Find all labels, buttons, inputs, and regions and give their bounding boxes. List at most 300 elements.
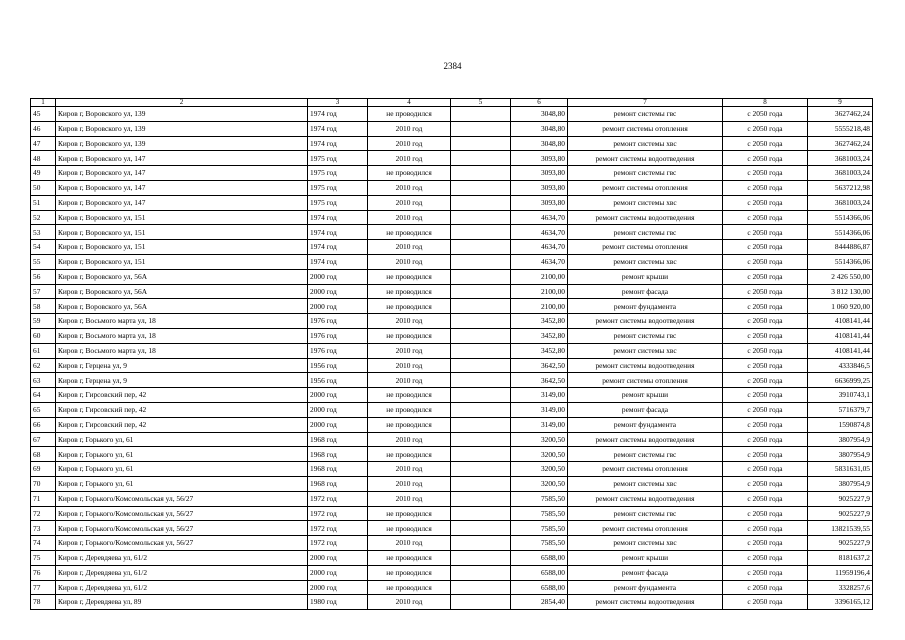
address-cell: Киров г, Воровского ул, 56А	[56, 284, 308, 299]
build-year-cell: 1974 год	[308, 136, 368, 151]
row-number-cell: 68	[31, 447, 56, 462]
table-row	[31, 417, 873, 432]
row-number-cell: 57	[31, 284, 56, 299]
cost-cell: 9025227,9	[808, 506, 873, 521]
last-repair-year-cell: 2010 год	[368, 254, 451, 269]
build-year-cell: 1972 год	[308, 491, 368, 506]
last-repair-year-cell: 2010 год	[368, 491, 451, 506]
cost-cell: 3910743,1	[808, 388, 873, 403]
row-number-cell: 48	[31, 151, 56, 166]
last-repair-year-cell: не проводился	[368, 225, 451, 240]
row-number-cell: 63	[31, 373, 56, 388]
work-type-cell: ремонт фундамента	[568, 417, 723, 432]
row-number-cell: 54	[31, 240, 56, 255]
area-cell: 2100,00	[511, 299, 568, 314]
empty-cell-cell	[451, 373, 511, 388]
empty-cell-cell	[451, 388, 511, 403]
area-cell: 3200,50	[511, 476, 568, 491]
work-type-cell: ремонт системы отопления	[568, 373, 723, 388]
area-cell: 3200,50	[511, 432, 568, 447]
empty-cell-cell	[451, 314, 511, 329]
column-header: 6	[511, 99, 568, 107]
row-number-cell: 58	[31, 299, 56, 314]
table-row	[31, 565, 873, 580]
repair-table	[30, 98, 873, 610]
cost-cell: 5716379,7	[808, 402, 873, 417]
last-repair-year-cell: 2010 год	[368, 121, 451, 136]
last-repair-year-cell: 2010 год	[368, 358, 451, 373]
empty-cell-cell	[451, 240, 511, 255]
work-type-cell: ремонт системы гвс	[568, 166, 723, 181]
row-number-cell: 49	[31, 166, 56, 181]
last-repair-year-cell: 2010 год	[368, 536, 451, 551]
build-year-cell: 1974 год	[308, 210, 368, 225]
address-cell: Киров г, Горького/Комсомольская ул, 56/27	[56, 521, 308, 536]
build-year-cell: 1968 год	[308, 432, 368, 447]
empty-cell-cell	[451, 343, 511, 358]
area-cell: 3048,80	[511, 121, 568, 136]
table-row	[31, 151, 873, 166]
empty-cell-cell	[451, 476, 511, 491]
table-row	[31, 432, 873, 447]
table-row	[31, 195, 873, 210]
column-header: 4	[368, 99, 451, 107]
column-header: 7	[568, 99, 723, 107]
cost-cell: 3328257,6	[808, 580, 873, 595]
table-row	[31, 506, 873, 521]
last-repair-year-cell: 2010 год	[368, 210, 451, 225]
cost-cell: 3627462,24	[808, 107, 873, 122]
table-row	[31, 254, 873, 269]
address-cell: Киров г, Воровского ул, 151	[56, 254, 308, 269]
area-cell: 3093,80	[511, 195, 568, 210]
row-number-cell: 53	[31, 225, 56, 240]
empty-cell-cell	[451, 402, 511, 417]
planned-period-cell: с 2050 года	[723, 180, 808, 195]
column-number-row	[31, 99, 873, 107]
column-header: 1	[31, 99, 56, 107]
row-number-cell: 67	[31, 432, 56, 447]
build-year-cell: 2000 год	[308, 565, 368, 580]
cost-cell: 5831631,05	[808, 462, 873, 477]
column-header: 5	[451, 99, 511, 107]
cost-cell: 8444886,87	[808, 240, 873, 255]
table-row	[31, 240, 873, 255]
cost-cell: 4108141,44	[808, 343, 873, 358]
build-year-cell: 1968 год	[308, 476, 368, 491]
address-cell: Киров г, Герцена ул, 9	[56, 373, 308, 388]
table-row	[31, 402, 873, 417]
last-repair-year-cell: не проводился	[368, 299, 451, 314]
build-year-cell: 1956 год	[308, 373, 368, 388]
empty-cell-cell	[451, 521, 511, 536]
last-repair-year-cell: 2010 год	[368, 195, 451, 210]
work-type-cell: ремонт системы отопления	[568, 521, 723, 536]
row-number-cell: 62	[31, 358, 56, 373]
work-type-cell: ремонт фундамента	[568, 299, 723, 314]
row-number-cell: 50	[31, 180, 56, 195]
planned-period-cell: с 2050 года	[723, 462, 808, 477]
planned-period-cell: с 2050 года	[723, 476, 808, 491]
work-type-cell: ремонт системы водоотведения	[568, 210, 723, 225]
last-repair-year-cell: не проводился	[368, 269, 451, 284]
work-type-cell: ремонт системы водоотведения	[568, 491, 723, 506]
cost-cell: 8181637,2	[808, 550, 873, 565]
last-repair-year-cell: не проводился	[368, 521, 451, 536]
work-type-cell: ремонт системы отопления	[568, 180, 723, 195]
empty-cell-cell	[451, 136, 511, 151]
last-repair-year-cell: не проводился	[368, 284, 451, 299]
build-year-cell: 1972 год	[308, 521, 368, 536]
planned-period-cell: с 2050 года	[723, 358, 808, 373]
empty-cell-cell	[451, 447, 511, 462]
last-repair-year-cell: не проводился	[368, 166, 451, 181]
work-type-cell: ремонт системы гвс	[568, 107, 723, 122]
cost-cell: 13821539,55	[808, 521, 873, 536]
work-type-cell: ремонт системы гвс	[568, 506, 723, 521]
area-cell: 3200,50	[511, 447, 568, 462]
work-type-cell: ремонт фасада	[568, 402, 723, 417]
empty-cell-cell	[451, 462, 511, 477]
address-cell: Киров г, Деревдяева ул, 61/2	[56, 550, 308, 565]
area-cell: 3642,50	[511, 373, 568, 388]
planned-period-cell: с 2050 года	[723, 166, 808, 181]
area-cell: 3452,80	[511, 328, 568, 343]
cost-cell: 4108141,44	[808, 314, 873, 329]
row-number-cell: 45	[31, 107, 56, 122]
table-row	[31, 314, 873, 329]
last-repair-year-cell: 2010 год	[368, 180, 451, 195]
empty-cell-cell	[451, 432, 511, 447]
row-number-cell: 72	[31, 506, 56, 521]
last-repair-year-cell: не проводился	[368, 565, 451, 580]
address-cell: Киров г, Воровского ул, 147	[56, 151, 308, 166]
table-row	[31, 210, 873, 225]
table-row	[31, 121, 873, 136]
address-cell: Киров г, Воровского ул, 147	[56, 195, 308, 210]
address-cell: Киров г, Деревдяева ул, 61/2	[56, 580, 308, 595]
area-cell: 6588,00	[511, 550, 568, 565]
work-type-cell: ремонт системы гвс	[568, 447, 723, 462]
build-year-cell: 1974 год	[308, 107, 368, 122]
empty-cell-cell	[451, 565, 511, 580]
last-repair-year-cell: 2010 год	[368, 373, 451, 388]
work-type-cell: ремонт системы хвс	[568, 343, 723, 358]
work-type-cell: ремонт системы отопления	[568, 121, 723, 136]
cost-cell: 3681003,24	[808, 166, 873, 181]
work-type-cell: ремонт системы хвс	[568, 136, 723, 151]
row-number-cell: 78	[31, 595, 56, 610]
build-year-cell: 1975 год	[308, 166, 368, 181]
table-row	[31, 536, 873, 551]
table-row	[31, 491, 873, 506]
table-row	[31, 388, 873, 403]
build-year-cell: 1968 год	[308, 447, 368, 462]
column-header: 3	[308, 99, 368, 107]
planned-period-cell: с 2050 года	[723, 328, 808, 343]
row-number-cell: 65	[31, 402, 56, 417]
table-row	[31, 180, 873, 195]
area-cell: 2100,00	[511, 269, 568, 284]
area-cell: 3093,80	[511, 151, 568, 166]
last-repair-year-cell: не проводился	[368, 506, 451, 521]
planned-period-cell: с 2050 года	[723, 121, 808, 136]
work-type-cell: ремонт системы водоотведения	[568, 151, 723, 166]
cost-cell: 3 812 130,00	[808, 284, 873, 299]
row-number-cell: 47	[31, 136, 56, 151]
build-year-cell: 1972 год	[308, 506, 368, 521]
address-cell: Киров г, Гирсовский пер, 42	[56, 402, 308, 417]
planned-period-cell: с 2050 года	[723, 314, 808, 329]
row-number-cell: 74	[31, 536, 56, 551]
empty-cell-cell	[451, 536, 511, 551]
address-cell: Киров г, Герцена ул, 9	[56, 358, 308, 373]
row-number-cell: 70	[31, 476, 56, 491]
last-repair-year-cell: не проводился	[368, 580, 451, 595]
table-row	[31, 328, 873, 343]
table-row	[31, 136, 873, 151]
column-header: 2	[56, 99, 308, 107]
build-year-cell: 1975 год	[308, 180, 368, 195]
row-number-cell: 55	[31, 254, 56, 269]
work-type-cell: ремонт системы хвс	[568, 536, 723, 551]
row-number-cell: 61	[31, 343, 56, 358]
work-type-cell: ремонт крыши	[568, 269, 723, 284]
empty-cell-cell	[451, 166, 511, 181]
planned-period-cell: с 2050 года	[723, 565, 808, 580]
address-cell: Киров г, Воровского ул, 151	[56, 240, 308, 255]
last-repair-year-cell: 2010 год	[368, 595, 451, 610]
area-cell: 7585,50	[511, 506, 568, 521]
area-cell: 6588,00	[511, 565, 568, 580]
cost-cell: 3627462,24	[808, 136, 873, 151]
planned-period-cell: с 2050 года	[723, 550, 808, 565]
planned-period-cell: с 2050 года	[723, 521, 808, 536]
planned-period-cell: с 2050 года	[723, 254, 808, 269]
area-cell: 2100,00	[511, 284, 568, 299]
empty-cell-cell	[451, 254, 511, 269]
empty-cell-cell	[451, 358, 511, 373]
area-cell: 3149,00	[511, 417, 568, 432]
column-header: 9	[808, 99, 873, 107]
table-row	[31, 107, 873, 122]
row-number-cell: 71	[31, 491, 56, 506]
empty-cell-cell	[451, 210, 511, 225]
table-row	[31, 269, 873, 284]
row-number-cell: 46	[31, 121, 56, 136]
build-year-cell: 1976 год	[308, 343, 368, 358]
area-cell: 3048,80	[511, 136, 568, 151]
empty-cell-cell	[451, 417, 511, 432]
empty-cell-cell	[451, 195, 511, 210]
last-repair-year-cell: 2010 год	[368, 136, 451, 151]
work-type-cell: ремонт фасада	[568, 284, 723, 299]
table-row	[31, 595, 873, 610]
planned-period-cell: с 2050 года	[723, 388, 808, 403]
planned-period-cell: с 2050 года	[723, 136, 808, 151]
cost-cell: 4108141,44	[808, 328, 873, 343]
empty-cell-cell	[451, 299, 511, 314]
work-type-cell: ремонт системы отопления	[568, 462, 723, 477]
cost-cell: 3807954,9	[808, 476, 873, 491]
cost-cell: 5637212,98	[808, 180, 873, 195]
last-repair-year-cell: не проводился	[368, 402, 451, 417]
build-year-cell: 2000 год	[308, 388, 368, 403]
work-type-cell: ремонт системы водоотведения	[568, 432, 723, 447]
planned-period-cell: с 2050 года	[723, 107, 808, 122]
last-repair-year-cell: 2010 год	[368, 343, 451, 358]
cost-cell: 1 060 920,00	[808, 299, 873, 314]
planned-period-cell: с 2050 года	[723, 491, 808, 506]
build-year-cell: 2000 год	[308, 269, 368, 284]
empty-cell-cell	[451, 225, 511, 240]
address-cell: Киров г, Воровского ул, 151	[56, 210, 308, 225]
planned-period-cell: с 2050 года	[723, 373, 808, 388]
area-cell: 7585,50	[511, 536, 568, 551]
empty-cell-cell	[451, 269, 511, 284]
work-type-cell: ремонт системы гвс	[568, 328, 723, 343]
table-row	[31, 550, 873, 565]
address-cell: Киров г, Горького ул, 61	[56, 447, 308, 462]
empty-cell-cell	[451, 121, 511, 136]
planned-period-cell: с 2050 года	[723, 195, 808, 210]
address-cell: Киров г, Воровского ул, 56А	[56, 299, 308, 314]
cost-cell: 3681003,24	[808, 195, 873, 210]
work-type-cell: ремонт системы хвс	[568, 254, 723, 269]
build-year-cell: 1975 год	[308, 151, 368, 166]
row-number-cell: 51	[31, 195, 56, 210]
build-year-cell: 1974 год	[308, 254, 368, 269]
address-cell: Киров г, Воровского ул, 56А	[56, 269, 308, 284]
area-cell: 7585,50	[511, 491, 568, 506]
build-year-cell: 2000 год	[308, 284, 368, 299]
build-year-cell: 2000 год	[308, 299, 368, 314]
area-cell: 3452,80	[511, 314, 568, 329]
last-repair-year-cell: не проводился	[368, 328, 451, 343]
row-number-cell: 56	[31, 269, 56, 284]
cost-cell: 5514366,06	[808, 254, 873, 269]
address-cell: Киров г, Восьмого марта ул, 18	[56, 343, 308, 358]
planned-period-cell: с 2050 года	[723, 595, 808, 610]
row-number-cell: 60	[31, 328, 56, 343]
row-number-cell: 66	[31, 417, 56, 432]
planned-period-cell: с 2050 года	[723, 343, 808, 358]
address-cell: Киров г, Воровского ул, 139	[56, 136, 308, 151]
row-number-cell: 69	[31, 462, 56, 477]
row-number-cell: 73	[31, 521, 56, 536]
build-year-cell: 2000 год	[308, 580, 368, 595]
table-row	[31, 299, 873, 314]
cost-cell: 11959196,4	[808, 565, 873, 580]
last-repair-year-cell: 2010 год	[368, 240, 451, 255]
area-cell: 6588,00	[511, 580, 568, 595]
area-cell: 2854,40	[511, 595, 568, 610]
planned-period-cell: с 2050 года	[723, 536, 808, 551]
address-cell: Киров г, Воровского ул, 139	[56, 121, 308, 136]
area-cell: 3149,00	[511, 402, 568, 417]
address-cell: Киров г, Горького ул, 61	[56, 476, 308, 491]
cost-cell: 3807954,9	[808, 432, 873, 447]
last-repair-year-cell: не проводился	[368, 388, 451, 403]
build-year-cell: 1956 год	[308, 358, 368, 373]
address-cell: Киров г, Горького/Комсомольская ул, 56/27	[56, 506, 308, 521]
work-type-cell: ремонт системы водоотведения	[568, 595, 723, 610]
planned-period-cell: с 2050 года	[723, 284, 808, 299]
planned-period-cell: с 2050 года	[723, 417, 808, 432]
empty-cell-cell	[451, 491, 511, 506]
area-cell: 3200,50	[511, 462, 568, 477]
table-row	[31, 580, 873, 595]
area-cell: 3093,80	[511, 180, 568, 195]
cost-cell: 4333846,5	[808, 358, 873, 373]
empty-cell-cell	[451, 550, 511, 565]
last-repair-year-cell: 2010 год	[368, 432, 451, 447]
cost-cell: 5514366,06	[808, 225, 873, 240]
address-cell: Киров г, Деревдяева ул, 89	[56, 595, 308, 610]
work-type-cell: ремонт системы хвс	[568, 195, 723, 210]
planned-period-cell: с 2050 года	[723, 299, 808, 314]
build-year-cell: 1968 год	[308, 462, 368, 477]
table-row	[31, 476, 873, 491]
address-cell: Киров г, Воровского ул, 139	[56, 107, 308, 122]
page-number: 2384	[443, 61, 462, 71]
last-repair-year-cell: не проводился	[368, 107, 451, 122]
last-repair-year-cell: не проводился	[368, 417, 451, 432]
work-type-cell: ремонт системы гвс	[568, 225, 723, 240]
area-cell: 3093,80	[511, 166, 568, 181]
work-type-cell: ремонт фасада	[568, 565, 723, 580]
address-cell: Киров г, Гирсовский пер, 42	[56, 388, 308, 403]
empty-cell-cell	[451, 107, 511, 122]
empty-cell-cell	[451, 506, 511, 521]
planned-period-cell: с 2050 года	[723, 269, 808, 284]
work-type-cell: ремонт системы водоотведения	[568, 358, 723, 373]
empty-cell-cell	[451, 151, 511, 166]
empty-cell-cell	[451, 284, 511, 299]
empty-cell-cell	[451, 595, 511, 610]
last-repair-year-cell: не проводился	[368, 550, 451, 565]
last-repair-year-cell: 2010 год	[368, 462, 451, 477]
build-year-cell: 2000 год	[308, 550, 368, 565]
empty-cell-cell	[451, 180, 511, 195]
planned-period-cell: с 2050 года	[723, 151, 808, 166]
last-repair-year-cell: 2010 год	[368, 314, 451, 329]
work-type-cell: ремонт фундамента	[568, 580, 723, 595]
area-cell: 4634,70	[511, 240, 568, 255]
address-cell: Киров г, Деревдяева ул, 61/2	[56, 565, 308, 580]
build-year-cell: 2000 год	[308, 402, 368, 417]
row-number-cell: 75	[31, 550, 56, 565]
area-cell: 3452,80	[511, 343, 568, 358]
area-cell: 4634,70	[511, 210, 568, 225]
cost-cell: 6636999,25	[808, 373, 873, 388]
planned-period-cell: с 2050 года	[723, 210, 808, 225]
row-number-cell: 52	[31, 210, 56, 225]
address-cell: Киров г, Горького/Комсомольская ул, 56/27	[56, 491, 308, 506]
column-header: 8	[723, 99, 808, 107]
area-cell: 3048,80	[511, 107, 568, 122]
table-row	[31, 166, 873, 181]
empty-cell-cell	[451, 328, 511, 343]
planned-period-cell: с 2050 года	[723, 432, 808, 447]
work-type-cell: ремонт крыши	[568, 550, 723, 565]
work-type-cell: ремонт крыши	[568, 388, 723, 403]
cost-cell: 5555218,48	[808, 121, 873, 136]
work-type-cell: ремонт системы хвс	[568, 476, 723, 491]
area-cell: 4634,70	[511, 225, 568, 240]
table-row	[31, 225, 873, 240]
address-cell: Киров г, Восьмого марта ул, 18	[56, 314, 308, 329]
